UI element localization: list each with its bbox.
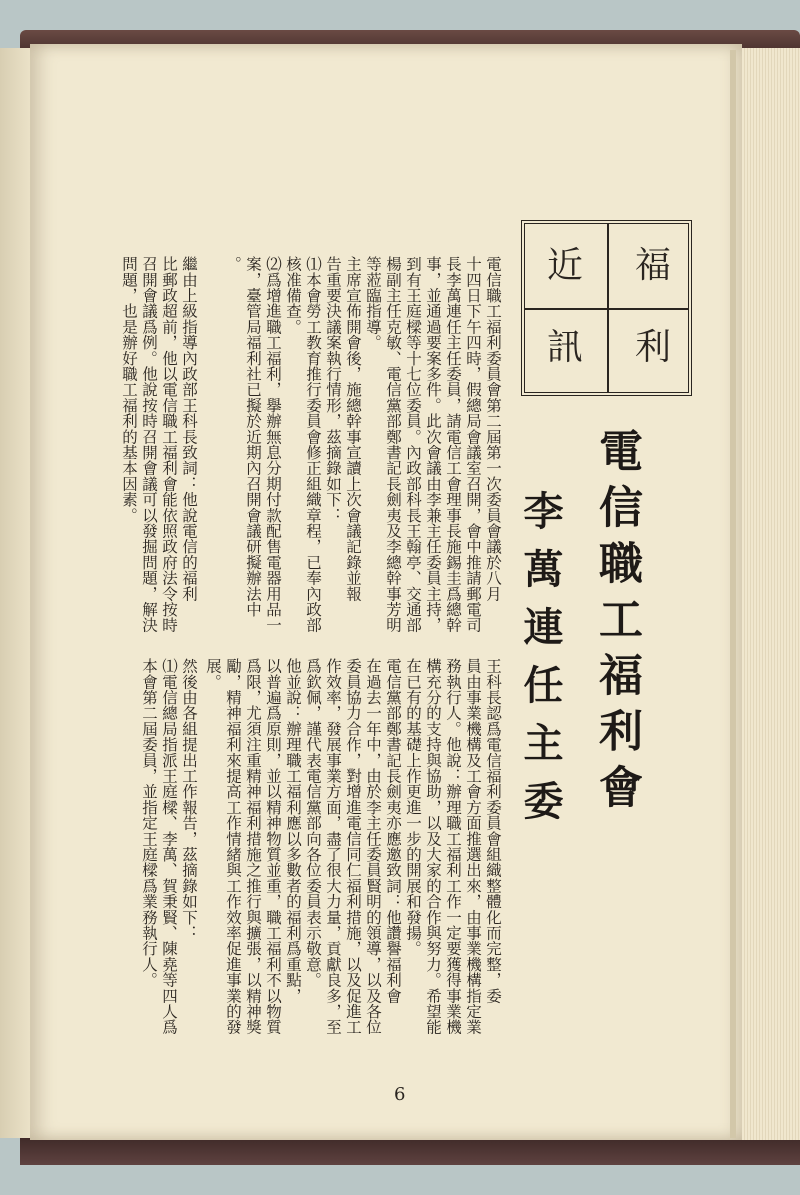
text-column: 楊副主任克敏、電信黨部鄭書記長劍夷及李總幹事芳明	[384, 256, 402, 633]
text-column: 展。	[204, 658, 222, 690]
text-column: 案，臺管局福利社已擬於近期內召開會議研擬辦法中	[244, 256, 262, 618]
text-column: 核准備查。	[284, 256, 302, 335]
text-column: 員由事業機構及工會方面推選出來，由事業機構指定業	[464, 658, 482, 1035]
box-char-xun: 訊	[546, 327, 583, 368]
text-column: 問題，也是辦好職工福利的基本因素。	[120, 256, 138, 523]
box-divider-vertical	[607, 224, 609, 392]
text-column: 勵，精神福利來提高工作情緒與工作效率促進事業的發	[224, 658, 242, 1035]
box-char-jin: 近	[546, 245, 583, 286]
text-column: ⑴本會勞工教育推行委員會修正組織章程，已奉內政部	[304, 256, 322, 633]
text-column: 作效率，發展事業方面，盡了很大力量，貢獻良多，至	[324, 658, 342, 1035]
text-column: ⑴電信總局指派王庭樑、李萬、賀秉賢、陳堯等四人爲	[160, 658, 178, 1035]
text-column: 然後由各組提出工作報告，茲摘錄如下：	[180, 658, 198, 941]
document-page	[30, 44, 742, 1140]
text-column: 本會第二屆委員，並指定王庭樑爲業務執行人。	[140, 658, 158, 988]
text-column: 長李萬連任主任委員，請電信工會理事長施錫圭爲總幹	[444, 256, 462, 633]
text-column: 電信黨部鄭書記長劍夷亦應邀致詞：他讚譽福利會	[384, 658, 402, 1004]
text-column: 爲欽佩，謹代表電信黨部向各位委員表示敬意。	[304, 658, 322, 988]
text-column: 事，並通過要案多件。此次會議由李兼主任委員主持，	[424, 256, 442, 633]
text-column: 繼由上級指導內政部王科長致詞：他說電信的福利	[180, 256, 198, 602]
text-column: 他並說：辦理職工福利應以多數者的福利爲重點，	[284, 658, 302, 1004]
page-stack-edge	[735, 48, 800, 1140]
column-title-box	[521, 220, 692, 396]
text-column: 告重要決議案執行情形，茲摘錄如下：	[324, 256, 342, 523]
left-page-edge	[0, 48, 33, 1138]
article-headline: 電信職工福利會	[591, 428, 642, 820]
text-column: 十四日下午四時，假總局會議室召開，會中推請郵電司	[464, 256, 482, 633]
text-column: 委員協力合作，對增進電信同仁福利措施，以及促進工	[344, 658, 362, 1035]
text-column: 爲限，尤須注重精神福利措施之推行與擴張，以精神獎	[244, 658, 262, 1035]
text-column: 主席宣佈開會後，施總幹事宣讀上次會議記錄並報	[344, 256, 362, 602]
text-column: 構充分的支持與協助，以及大家的合作與努力。希望能	[424, 658, 442, 1035]
page-edge-strip	[730, 50, 736, 1138]
page-number: 6	[394, 1084, 406, 1105]
text-column: 到有王庭樑等十七位委員。內政部科長王翰亭、交通部	[404, 256, 422, 633]
text-column: 電信職工福利委員會第二屆第一次委員會議於八月	[484, 256, 502, 602]
text-column: 。	[224, 256, 242, 272]
text-column: 以普遍爲原則，並以精神物質並重，職工福利不以物質	[264, 658, 282, 1035]
text-column: 王科長認爲電信福利委員會組織整體化而完整，委	[484, 658, 502, 1004]
text-column: ⑵爲增進職工福利，擧辦無息分期付款配售電器用品一	[264, 256, 282, 633]
text-column: 比郵政超前，他以電信職工福利會能依照政府法令按時	[160, 256, 178, 633]
box-char-fu: 福	[634, 245, 671, 286]
text-column: 在過去一年中，由於李主任委員賢明的領導，以及各位	[364, 658, 382, 1035]
article-subheadline: 李萬連任主委	[517, 490, 563, 838]
text-column: 務執行人。他說：辦理職工福利工作一定要獲得事業機	[444, 658, 462, 1035]
box-char-li: 利	[634, 327, 671, 368]
text-column: 在已有的基礎上作更進一步的開展和發揚。	[404, 658, 422, 957]
text-column: 召開會議爲例。他說按時召開會議可以發掘問題，解決	[140, 256, 158, 633]
text-column: 等蒞臨指導。	[364, 256, 382, 351]
